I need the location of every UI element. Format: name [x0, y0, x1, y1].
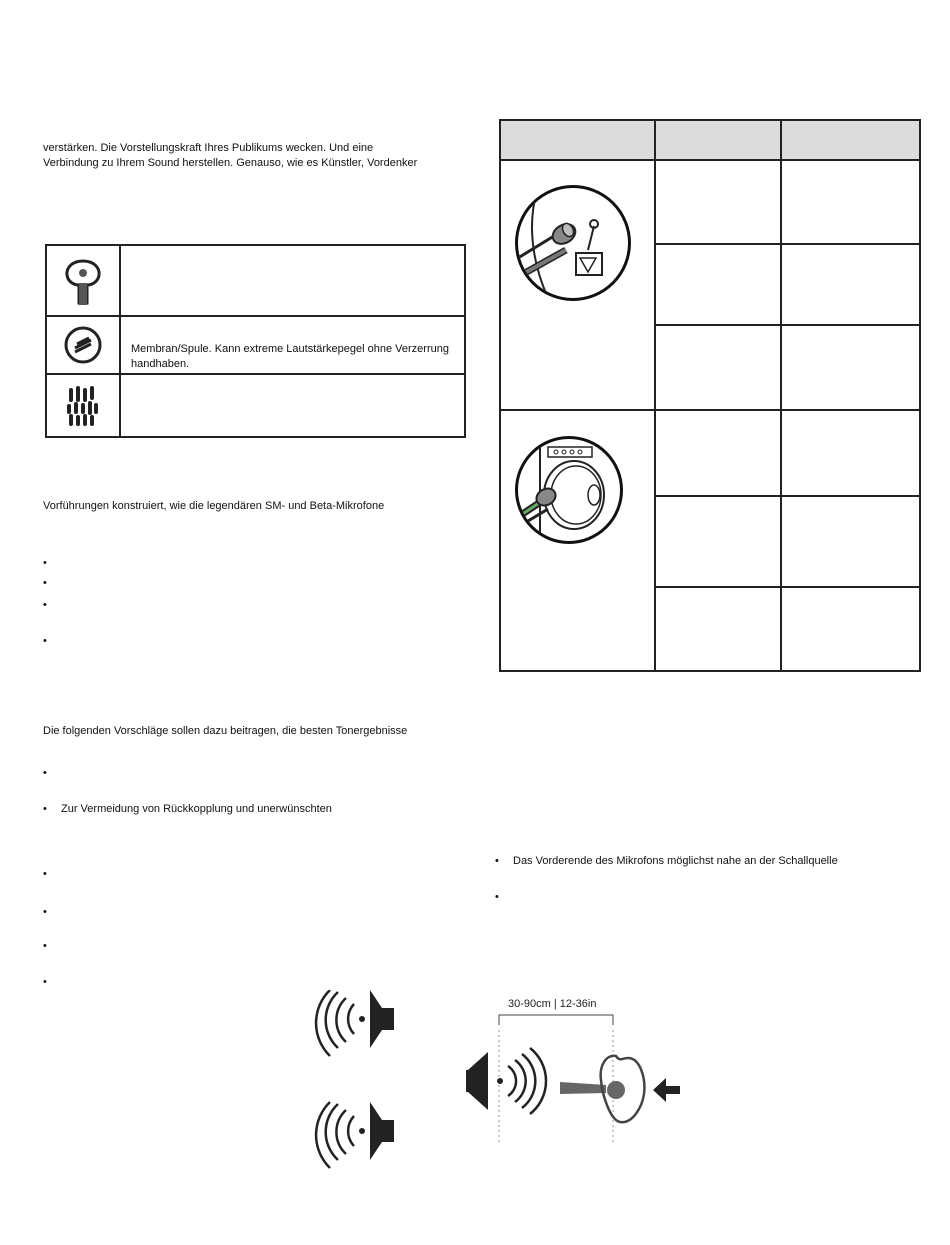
feature-table	[45, 244, 466, 438]
speaker-icon	[466, 1048, 546, 1114]
feature-text	[131, 375, 458, 436]
feature-row	[47, 246, 464, 317]
grille-icon	[47, 375, 121, 436]
drum-mic-illustration	[515, 185, 631, 301]
placement-table	[499, 119, 921, 672]
feature-text: Membran/Spule. Kann extreme Lautstärkepegel ohne Verzerrung handhaben.	[131, 343, 449, 370]
table-header	[501, 121, 919, 161]
arrow-icon	[653, 1078, 680, 1102]
intro-line-1: verstärken. Die Vorstellungskraft Ihres Publikums wecken. Und eine	[43, 142, 374, 154]
intro-line-2: Verbindung zu Ihrem Sound herstellen. Genauso, wie es Künstler, Vordenker	[43, 157, 418, 169]
section3-line: Die folgenden Vorschläge sollen dazu beitragen, die besten Tonergebnisse	[43, 725, 408, 737]
cardioid-microphone-icon	[560, 1056, 644, 1122]
amp-mic-illustration	[515, 436, 623, 544]
microphone-icon	[47, 246, 121, 315]
feature-row	[47, 317, 464, 375]
mic-placement-diagram	[310, 990, 700, 1190]
distance-label: 30-90cm | 12-36in	[508, 998, 597, 1010]
feature-text	[131, 246, 458, 315]
speaker-icon	[316, 1102, 394, 1168]
diaphragm-icon	[47, 317, 121, 373]
section2-line: Vorführungen konstruiert, wie die legendären SM- und Beta-Mikrofone	[43, 500, 385, 512]
speaker-icon	[316, 990, 394, 1056]
feature-row	[47, 375, 464, 436]
